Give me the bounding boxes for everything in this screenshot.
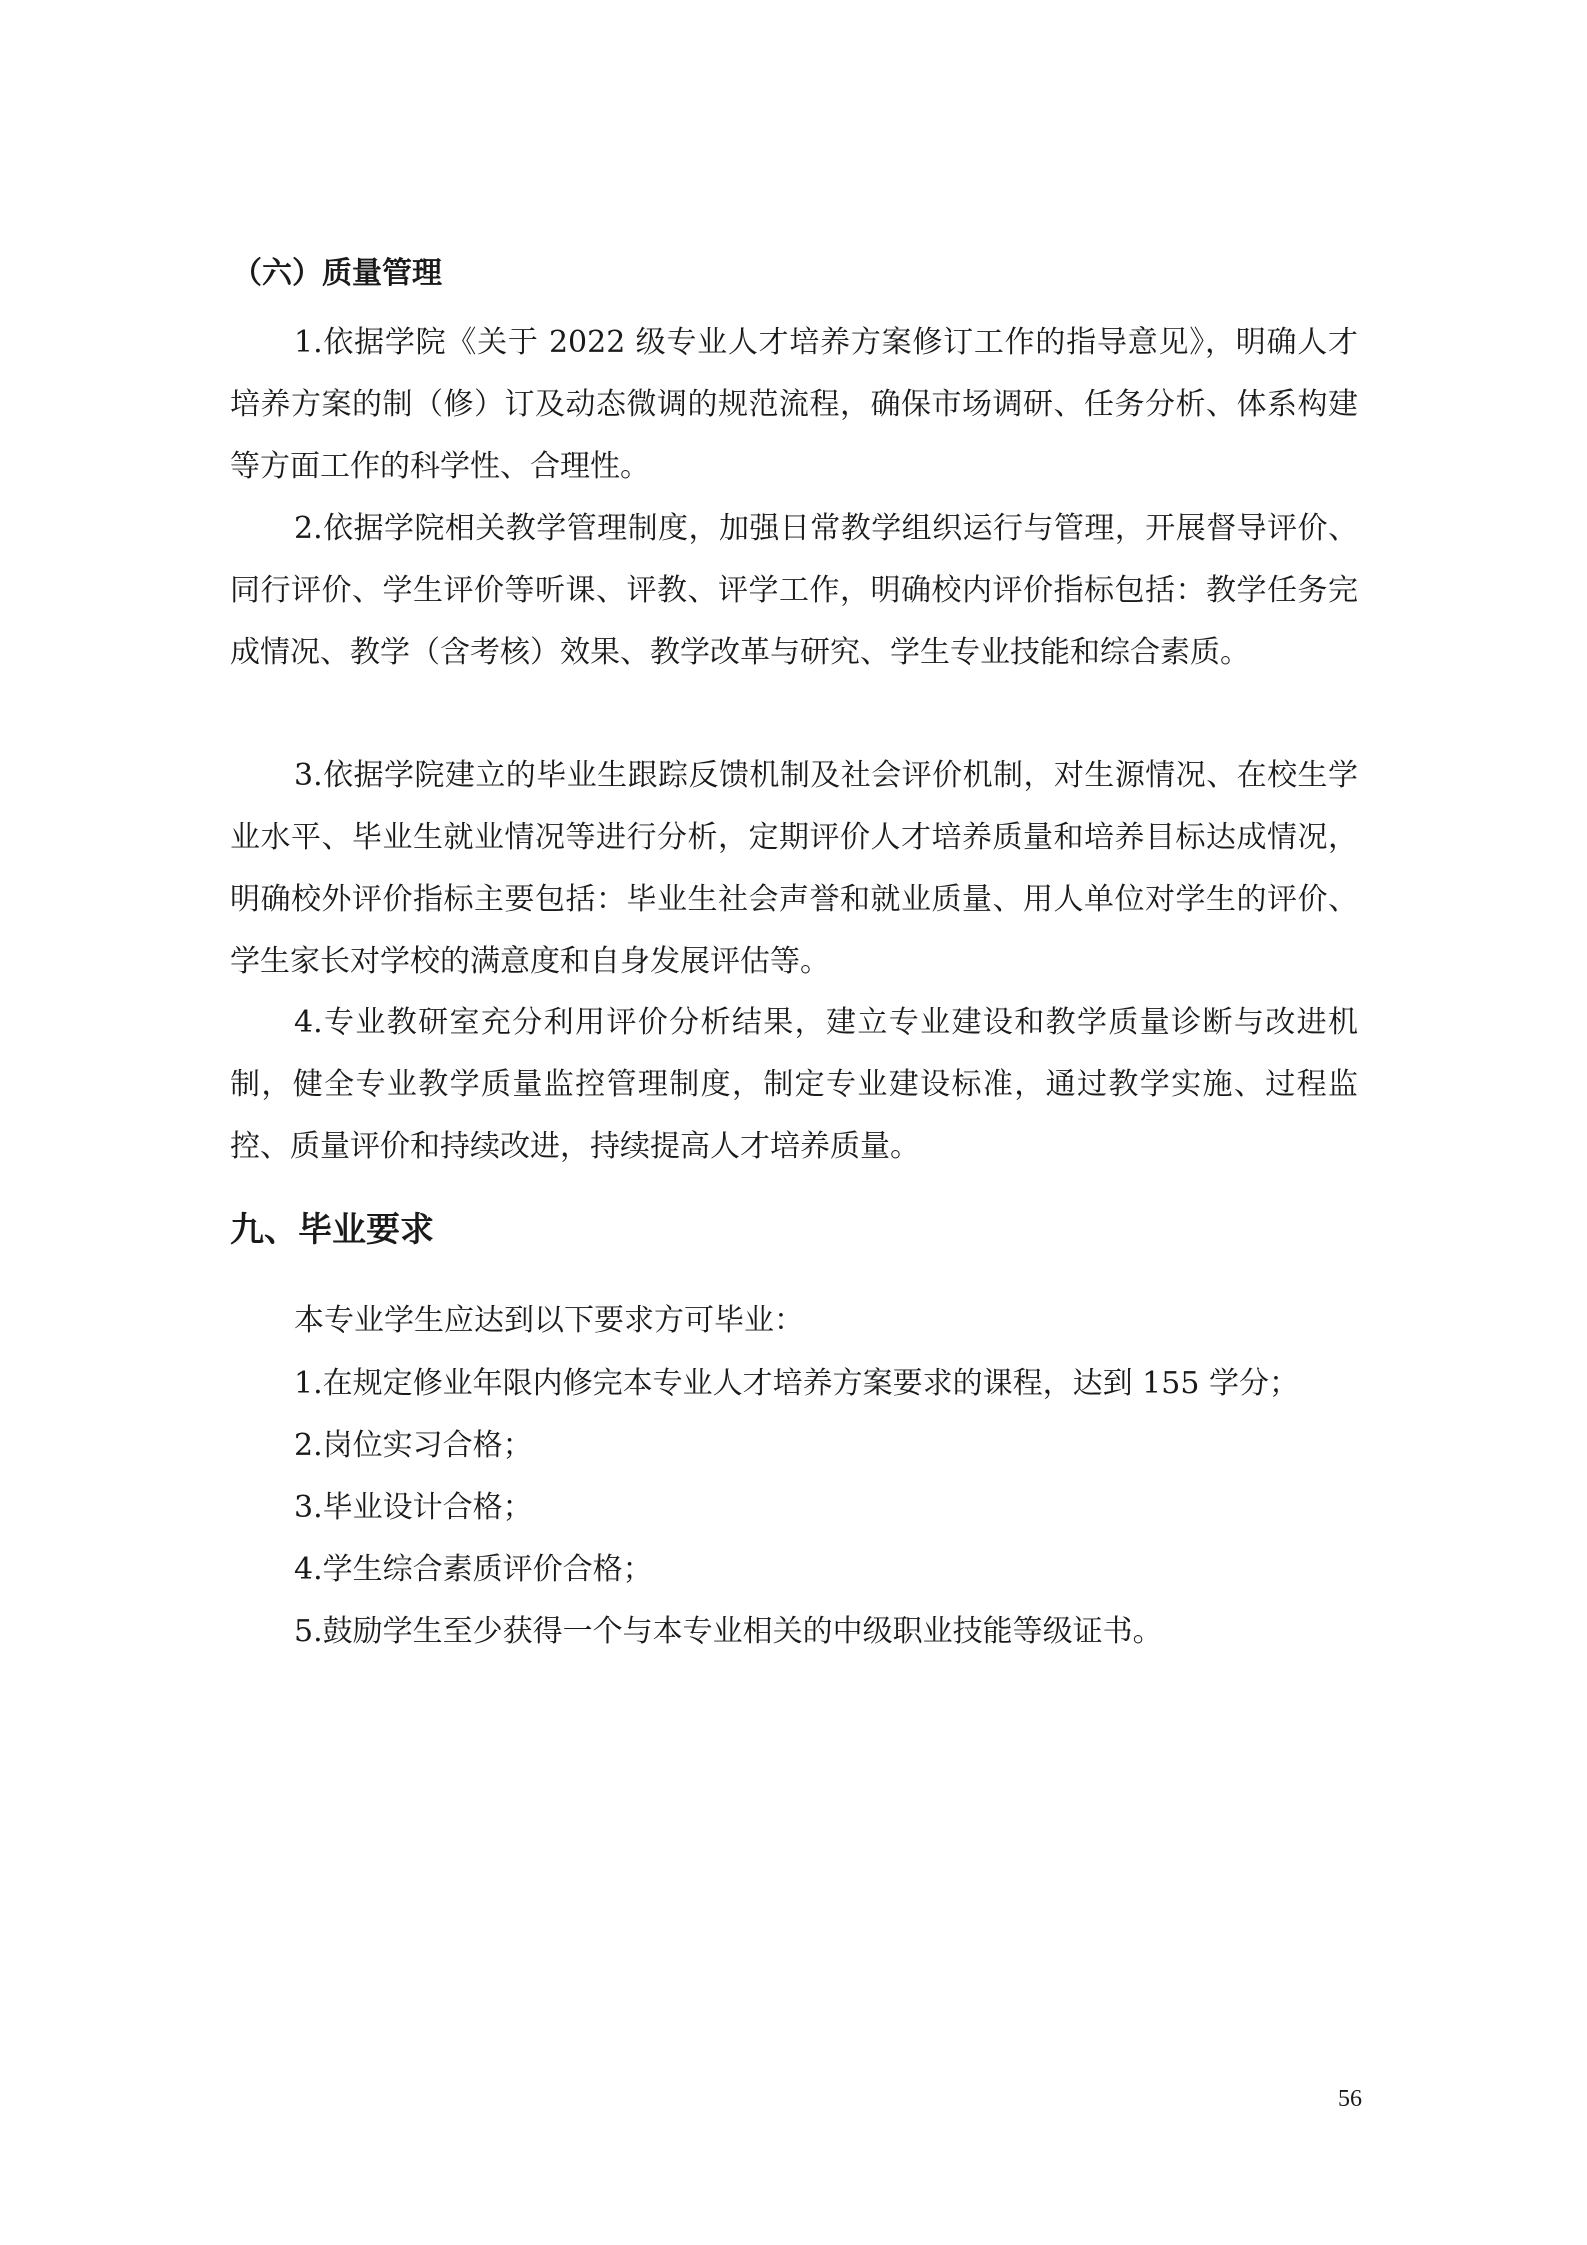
- paragraph-quality-1: 1.依据学院《关于 2022 级专业人才培养方案修订工作的指导意见》，明确人才培养方案的制（修）订及动态微调的规范流程，确保市场调研、任务分析、体系构建等方面工作的科学性、合理性。: [230, 325, 1358, 484]
- graduation-intro: 本专业学生应达到以下要求方可毕业：: [294, 1303, 804, 1338]
- section-heading-graduation-requirements: 九、毕业要求: [230, 1210, 434, 1250]
- requirement-item: 1.在规定修业年限内修完本专业人才培养方案要求的课程，达到 155 学分；: [294, 1366, 1299, 1401]
- page-number: 56: [1338, 2086, 1362, 2112]
- section-subheading-quality-management: （六）质量管理: [232, 256, 442, 291]
- paragraph-quality-3: 3.依据学院建立的毕业生跟踪反馈机制及社会评价机制，对生源情况、在校生学业水平、毕业生就业情况等进行分析，定期评价人才培养质量和培养目标达成情况，明确校外评价指标主要包括：毕业生社会声誉和就业质量、用人单位对学生的评价、学生家长对学校的满意度和自身发展评估等。: [230, 758, 1358, 979]
- paragraph-quality-4: 4.专业教研室充分利用评价分析结果，建立专业建设和教学质量诊断与改进机制，健全专业教学质量监控管理制度，制定专业建设标准，通过教学实施、过程监控、质量评价和持续改进，持续提高人才培养质量。: [230, 1005, 1358, 1164]
- requirement-item: 3.毕业设计合格；: [294, 1490, 533, 1525]
- requirement-item: 4.学生综合素质评价合格；: [294, 1552, 653, 1587]
- requirement-item: 5.鼓励学生至少获得一个与本专业相关的中级职业技能等级证书。: [294, 1614, 1163, 1649]
- requirement-item: 2.岗位实习合格；: [294, 1428, 533, 1463]
- paragraph-quality-2: 2.依据学院相关教学管理制度，加强日常教学组织运行与管理，开展督导评价、同行评价、学生评价等听课、评教、评学工作，明确校内评价指标包括：教学任务完成情况、教学（含考核）效果、教学改革与研究、学生专业技能和综合素质。: [230, 511, 1358, 670]
